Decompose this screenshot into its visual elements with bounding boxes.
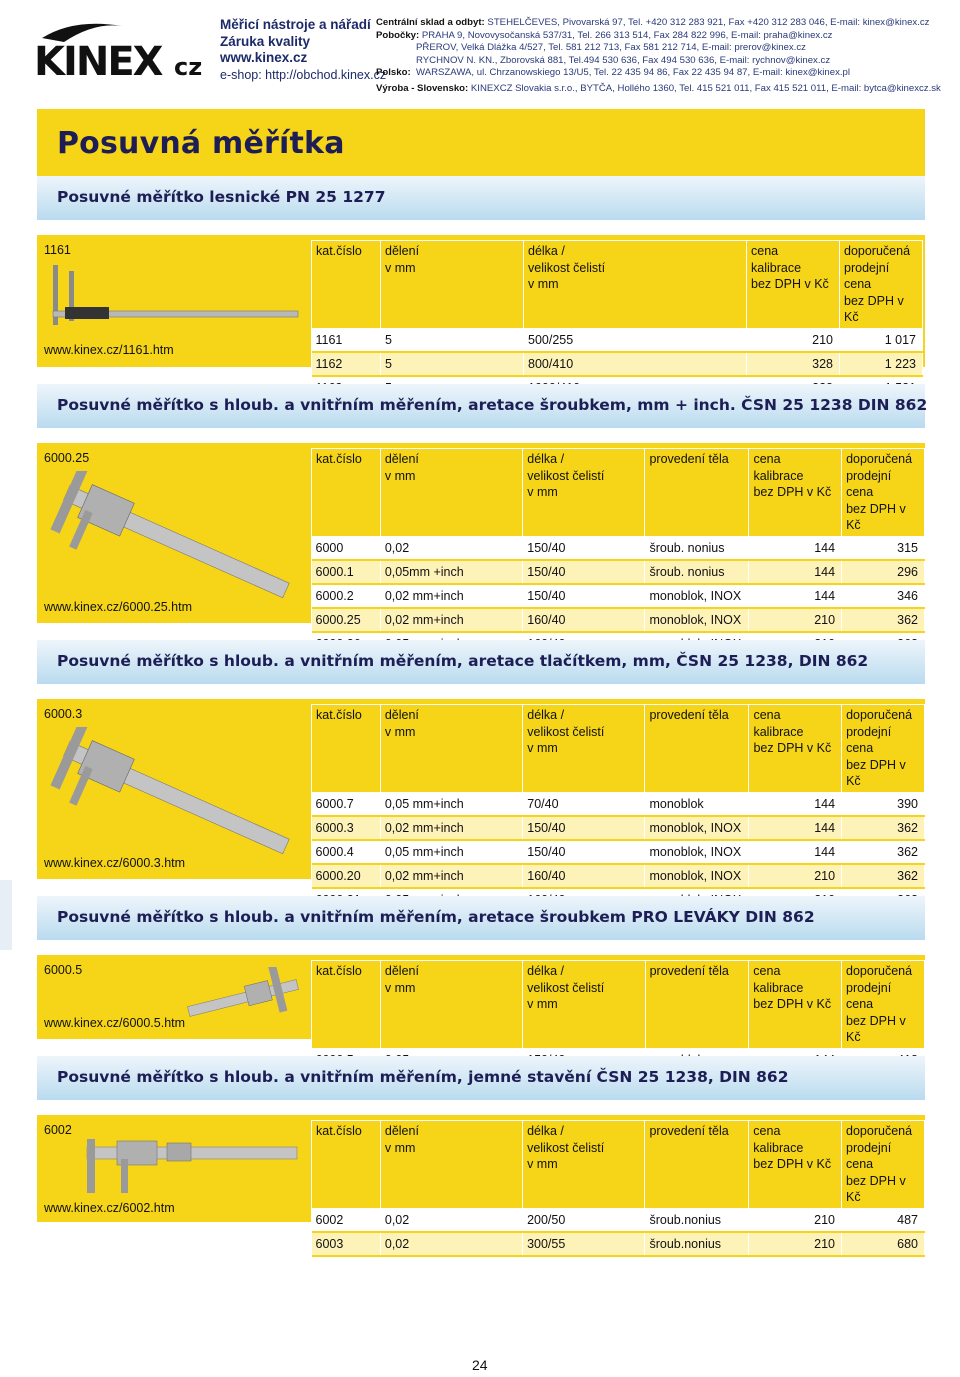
cell-division: 0,05 mm+inch	[380, 840, 522, 864]
cell-length: 200/50	[523, 1208, 645, 1232]
product-code-label: 1161	[44, 243, 71, 257]
forestry-caliper-image	[47, 261, 302, 341]
spec-table	[311, 1120, 925, 1257]
cell-length: 300/55	[523, 1232, 645, 1256]
spec-table	[311, 240, 923, 401]
col-header: dělení v mm	[381, 241, 524, 329]
table-row	[312, 1232, 925, 1256]
col-header: cena kalibrace bez DPH v Kč	[747, 241, 840, 329]
cell-body-type: šroub. nonius	[645, 536, 749, 560]
product-block	[37, 1115, 925, 1251]
cell-retail-price: 362	[842, 608, 925, 632]
poland-text: WARSZAWA, ul. Chrzanowskiego 13/U5, Tel. 22 435 94 86, Fax 22 435 94 87, E-mail: kinex@kinex.pl	[416, 67, 851, 79]
col-header: doporučená prodejní cena bez DPH v Kč	[842, 1121, 925, 1209]
cell-code: 6003	[312, 1232, 381, 1256]
spec-table	[311, 448, 925, 657]
product-url-link[interactable]: www.kinex.cz/6000.5.htm	[44, 1016, 186, 1030]
table-row	[312, 352, 923, 376]
product-code-label: 6000.5	[44, 963, 83, 977]
cell-division: 0,02	[380, 1232, 522, 1256]
section-title: Posuvné měřítko s hloub. a vnitřním měřením, aretace tlačítkem, mm, ČSN 25 1238, DIN 862	[57, 652, 869, 670]
col-header: doporučená prodejní cena bez DPH v Kč	[840, 241, 923, 329]
cell-code: 1161	[312, 328, 381, 352]
section-title: Posuvné měřítko s hloub. a vnitřním měřením, jemné stavění ČSN 25 1238, DIN 862	[57, 1068, 789, 1086]
cell-calibration-price: 210	[747, 328, 840, 352]
cell-retail-price: 362	[842, 864, 925, 888]
cell-retail-price: 362	[842, 816, 925, 840]
cell-body-type: monoblok, INOX	[645, 584, 749, 608]
cell-calibration-price: 144	[749, 816, 842, 840]
product-code-label: 6000.25	[44, 451, 90, 465]
cell-calibration-price: 144	[749, 560, 842, 584]
cell-code: 6000.2	[312, 584, 381, 608]
table-row	[312, 840, 925, 864]
cell-division: 0,02	[380, 1208, 522, 1232]
logo-suffix: cz	[174, 53, 203, 78]
cell-division: 0,02 mm+inch	[380, 608, 522, 632]
cell-body-type: šroub. nonius	[645, 560, 749, 584]
cell-division: 0,02	[380, 536, 522, 560]
col-header: délka / velikost čelistí v mm	[523, 449, 645, 537]
col-header: cena kalibrace bez DPH v Kč	[749, 961, 842, 1049]
col-header: dělení v mm	[380, 705, 522, 793]
cell-calibration-price: 144	[749, 792, 842, 816]
cell-code: 6000	[312, 536, 381, 560]
product-url-link[interactable]: www.kinex.cz/6000.25.htm	[44, 600, 192, 614]
cell-code: 6000.25	[312, 608, 381, 632]
cell-calibration-price: 144	[749, 536, 842, 560]
col-header: kat.číslo	[312, 1121, 381, 1209]
product-block	[37, 443, 925, 627]
col-header: délka / velikost čelistí v mm	[523, 961, 645, 1049]
cell-code: 1162	[312, 352, 381, 376]
cell-retail-price: 296	[842, 560, 925, 584]
col-header: cena kalibrace bez DPH v Kč	[749, 705, 842, 793]
cell-calibration-price: 144	[749, 840, 842, 864]
product-code-label: 6002	[44, 1123, 72, 1137]
col-header: délka / velikost čelistí v mm	[524, 241, 747, 329]
col-header: dělení v mm	[380, 449, 522, 537]
cell-calibration-price: 144	[749, 584, 842, 608]
cell-calibration-price: 210	[749, 608, 842, 632]
caliper-image	[45, 471, 307, 601]
col-header: provedení těla	[645, 961, 749, 1049]
cell-retail-price: 346	[842, 584, 925, 608]
eshop-link[interactable]: e-shop: http://obchod.kinex.cz	[220, 67, 387, 82]
col-header: dělení v mm	[380, 961, 522, 1049]
cell-code: 6000.3	[312, 816, 381, 840]
cell-division: 0,05 mm+inch	[380, 792, 522, 816]
table-row	[312, 1208, 925, 1232]
cell-body-type: šroub.nonius	[645, 1232, 749, 1256]
col-header: cena kalibrace bez DPH v Kč	[749, 449, 842, 537]
col-header: doporučená prodejní cena bez DPH v Kč	[842, 961, 925, 1049]
logo-wordmark: KINEX	[34, 39, 162, 78]
section-header	[37, 1056, 925, 1100]
table-row	[312, 608, 925, 632]
section-title: Posuvné měřítko s hloub. a vnitřním měřením, aretace šroubkem PRO LEVÁKY DIN 862	[57, 908, 815, 926]
kinex-logo	[34, 20, 209, 78]
cell-retail-price: 680	[842, 1232, 925, 1256]
spec-table	[311, 704, 925, 913]
cell-retail-price: 390	[842, 792, 925, 816]
product-block	[37, 699, 925, 883]
cell-body-type: monoblok, INOX	[645, 864, 749, 888]
cell-division: 0,02 mm+inch	[380, 816, 522, 840]
cell-division: 0,02 mm+inch	[380, 584, 522, 608]
table-row	[312, 864, 925, 888]
col-header: cena kalibrace bez DPH v Kč	[749, 1121, 842, 1209]
cell-length: 160/40	[523, 608, 645, 632]
fine-adjust-caliper-image	[67, 1137, 299, 1197]
section-title: Posuvné měřítko s hloub. a vnitřním měřením, aretace šroubkem, mm + inch. ČSN 25 1238 DIN 862	[57, 396, 928, 414]
cell-body-type: šroub.nonius	[645, 1208, 749, 1232]
cell-code: 6000.7	[312, 792, 381, 816]
cell-length: 150/40	[523, 840, 645, 864]
cell-division: 5	[381, 352, 524, 376]
page-title: Posuvná měřítka	[57, 126, 345, 161]
branches-label: Pobočky:	[376, 29, 420, 41]
section-header	[37, 384, 928, 428]
cell-calibration-price: 328	[747, 352, 840, 376]
table-row	[312, 328, 923, 352]
col-header: délka / velikost čelistí v mm	[523, 1121, 645, 1209]
col-header: dělení v mm	[380, 1121, 522, 1209]
product-url-link[interactable]: www.kinex.cz/6002.htm	[44, 1201, 175, 1215]
table-row	[312, 816, 925, 840]
cell-length: 500/255	[524, 328, 747, 352]
section-title: Posuvné měřítko lesnické PN 25 1277	[57, 188, 386, 206]
slogan-line: Záruka kvality	[220, 33, 311, 49]
col-header: provedení těla	[645, 1121, 749, 1209]
cell-code: 6000.1	[312, 560, 381, 584]
cell-body-type: monoblok, INOX	[645, 840, 749, 864]
col-header: délka / velikost čelistí v mm	[523, 705, 645, 793]
cell-retail-price: 1 223	[840, 352, 923, 376]
product-block	[37, 235, 925, 371]
table-row	[312, 536, 925, 560]
table-row	[312, 584, 925, 608]
cell-body-type: monoblok, INOX	[645, 608, 749, 632]
branch-text: PŘEROV, Velká Dlážka 4/527, Tel. 581 212 713, Fax 581 212 714, E-mail: prerov@kinex.cz	[416, 42, 806, 54]
section-header	[37, 176, 925, 220]
slogan-line: Měřicí nástroje a nářadí	[220, 17, 371, 32]
cell-body-type: monoblok	[645, 792, 749, 816]
product-block	[37, 955, 925, 1044]
cell-length: 150/40	[523, 536, 645, 560]
production-label: Výroba - Slovensko:	[376, 82, 469, 94]
col-header: doporučená prodejní cena bez DPH v Kč	[842, 449, 925, 537]
central-label: Centrální sklad a odbyt:	[376, 17, 485, 28]
caliper-image	[45, 727, 307, 857]
col-header: doporučená prodejní cena bez DPH v Kč	[842, 705, 925, 793]
section-header	[37, 640, 925, 684]
cell-length: 150/40	[523, 584, 645, 608]
side-decoration	[0, 880, 12, 950]
cell-code: 6002	[312, 1208, 381, 1232]
col-header: kat.číslo	[312, 449, 381, 537]
slogan-block	[220, 17, 386, 83]
col-header: provedení těla	[645, 449, 749, 537]
branch-text: RYCHNOV N. KN., Zborovská 881, Tel.494 530 636, Fax 494 530 636, E-mail: rychnov@kinex.cz	[416, 54, 831, 66]
col-header: kat.číslo	[312, 705, 381, 793]
central-text: STEHELČEVES, Pivovarská 97, Tel. +420 312 283 921, Fax +420 312 283 046, E-mail: kinex@kinex.cz	[487, 17, 930, 28]
cell-code: 6000.20	[312, 864, 381, 888]
left-hand-caliper-image	[187, 967, 299, 1029]
cell-calibration-price: 210	[749, 1208, 842, 1232]
cell-retail-price: 315	[842, 536, 925, 560]
cell-length: 150/40	[523, 816, 645, 840]
cell-retail-price: 1 017	[840, 328, 923, 352]
page-number: 24	[472, 1357, 488, 1373]
cell-retail-price: 362	[842, 840, 925, 864]
product-code-label: 6000.3	[44, 707, 83, 721]
branch-text: PRAHA 9, Novovysočanská 537/31, Tel. 266 313 514, Fax 284 822 996, E-mail: praha@kinex.cz	[421, 29, 833, 41]
contacts-block	[376, 17, 941, 96]
cell-retail-price: 487	[842, 1208, 925, 1232]
col-header: kat.číslo	[312, 241, 381, 329]
product-url-link[interactable]: www.kinex.cz/6000.3.htm	[44, 856, 186, 870]
table-row	[312, 560, 925, 584]
product-url-link[interactable]: www.kinex.cz/1161.htm	[44, 343, 174, 357]
poland-label: Polsko:	[376, 67, 411, 79]
section-header	[37, 896, 925, 940]
cell-body-type: monoblok, INOX	[645, 816, 749, 840]
cell-length: 150/40	[523, 560, 645, 584]
cell-calibration-price: 210	[749, 864, 842, 888]
cell-length: 70/40	[523, 792, 645, 816]
col-header: provedení těla	[645, 705, 749, 793]
cell-division: 0,05mm +inch	[380, 560, 522, 584]
production-text: KINEXCZ Slovakia s.r.o., BYTČA, Hollého 1360, Tel. 415 521 011, Fax 415 521 011, E-mail: bytca@kinexcz.sk	[470, 82, 941, 94]
cell-code: 6000.4	[312, 840, 381, 864]
website-link[interactable]: www.kinex.cz	[220, 50, 308, 65]
table-row	[312, 792, 925, 816]
col-header: kat.číslo	[312, 961, 381, 1049]
cell-calibration-price: 210	[749, 1232, 842, 1256]
cell-length: 160/40	[523, 864, 645, 888]
cell-length: 800/410	[524, 352, 747, 376]
cell-division: 5	[381, 328, 524, 352]
cell-division: 0,02 mm+inch	[380, 864, 522, 888]
